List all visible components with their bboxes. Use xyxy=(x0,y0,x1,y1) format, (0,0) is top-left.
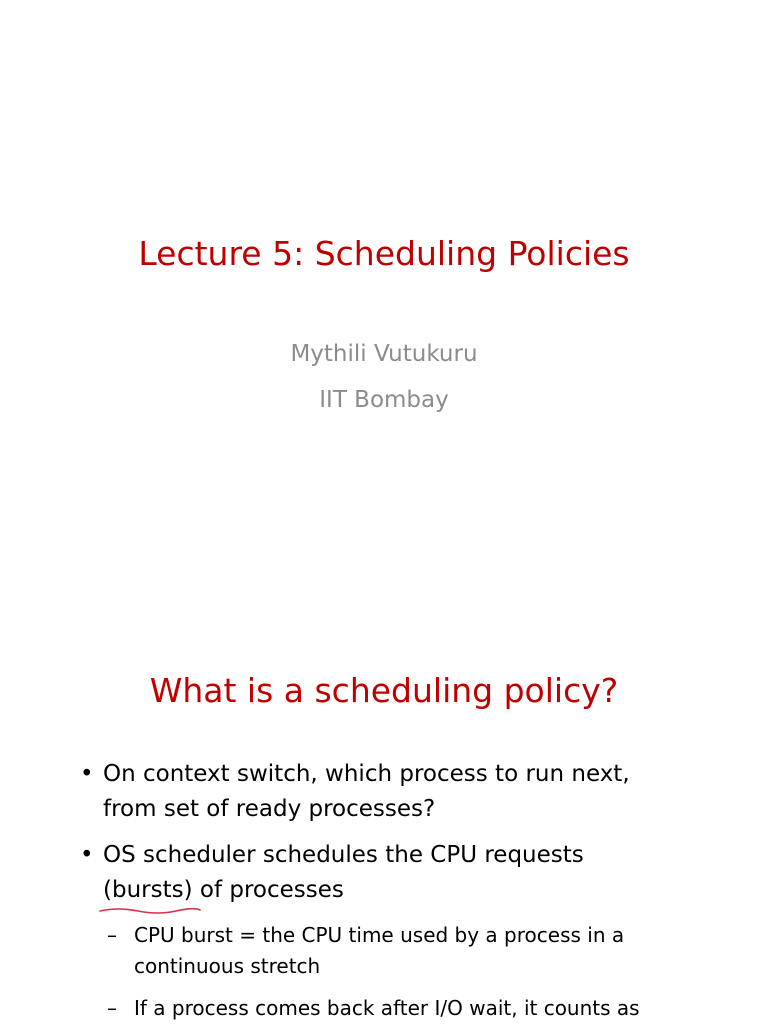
sub-bullet-item xyxy=(107,993,707,1024)
sub-bullet-text xyxy=(134,920,707,982)
sub-bullet-line: CPU burst = the CPU time used by a process in a xyxy=(134,923,625,947)
slide-title: What is a scheduling policy? xyxy=(149,671,619,710)
bullet-line: On context switch, which process to run next, xyxy=(103,761,630,787)
author-name: Mythili Vutukuru xyxy=(290,341,478,367)
sub-bullet-text xyxy=(134,993,707,1024)
sub-bullet-item xyxy=(107,920,707,982)
bullet-line: of processes xyxy=(192,877,344,903)
bullet-marker: • xyxy=(80,842,94,868)
institution-name: IIT Bombay xyxy=(319,387,449,413)
sub-bullet-line: If a process comes back after I/O wait, it counts as xyxy=(134,996,640,1020)
handwritten-underline-annotation xyxy=(98,906,202,916)
lecture-title: Lecture 5: Scheduling Policies xyxy=(138,234,630,273)
bullet-text xyxy=(103,838,730,908)
bullet-marker: • xyxy=(80,761,94,787)
bullet-line: from set of ready processes? xyxy=(103,796,436,822)
bullet-item xyxy=(80,838,730,908)
sub-bullet-line: continuous stretch xyxy=(134,954,321,978)
bullet-line: OS scheduler schedules the CPU requests xyxy=(103,842,584,868)
bullet-item xyxy=(80,757,730,827)
sub-bullet-marker: – xyxy=(107,923,117,947)
sub-bullet-marker: – xyxy=(107,996,117,1020)
bullet-text xyxy=(103,757,730,827)
content-slide xyxy=(0,576,768,1024)
highlighted-term: (bursts) xyxy=(103,877,193,903)
